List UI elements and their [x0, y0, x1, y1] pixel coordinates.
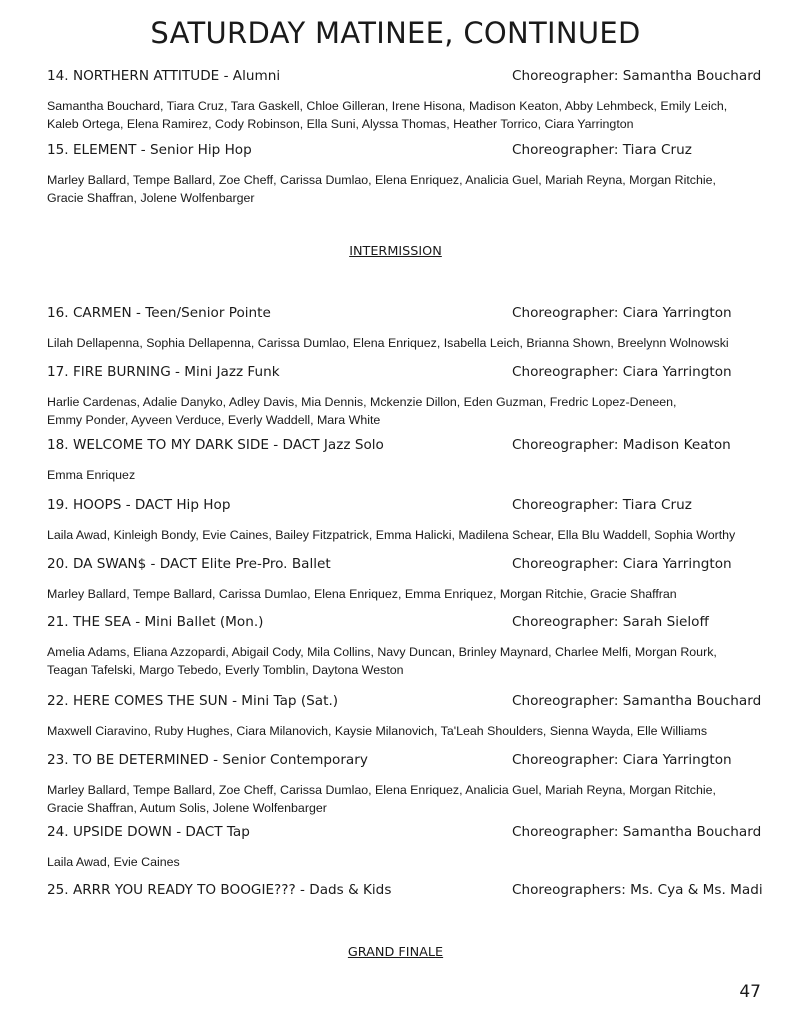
- entry-cast: [47, 722, 767, 740]
- cast-line: Maxwell Ciaravino, Ruby Hughes, Ciara Milanovich, Kaysie Milanovich, Ta'Leah Shoulders, Sienna Wayda, Elle Williams: [47, 724, 708, 738]
- cast-line: Lilah Dellapenna, Sophia Dellapenna, Carissa Dumlao, Elena Enriquez, Isabella Leich, Brianna Shown, Breelynn Wolnowski: [47, 336, 729, 350]
- entry-title: 22. HERE COMES THE SUN - Mini Tap (Sat.): [47, 693, 339, 709]
- entry-title: 18. WELCOME TO MY DARK SIDE - DACT Jazz Solo: [47, 437, 384, 453]
- entry-header: [47, 824, 767, 844]
- entry-title: 21. THE SEA - Mini Ballet (Mon.): [47, 614, 264, 630]
- entry-title: 25. ARRR YOU READY TO BOOGIE??? - Dads & Kids: [47, 882, 392, 898]
- cast-line: Marley Ballard, Tempe Ballard, Zoe Cheff, Carissa Dumlao, Elena Enriquez, Analicia Guel, Mariah Reyna, Morgan Ritchie,: [47, 173, 716, 187]
- entry-header: [47, 364, 767, 384]
- entry-header: [47, 882, 767, 902]
- entry-cast: [47, 585, 767, 603]
- entry-header: [47, 752, 767, 772]
- program-entry: [47, 752, 767, 817]
- program-entry: [47, 437, 767, 484]
- entry-choreographer: Choreographers: Ms. Cya & Ms. Madi: [512, 882, 763, 898]
- cast-line: Marley Ballard, Tempe Ballard, Zoe Cheff, Carissa Dumlao, Elena Enriquez, Analicia Guel, Mariah Reyna, Morgan Ritchie,: [47, 783, 716, 797]
- program-entry: [47, 364, 767, 429]
- entry-title: 23. TO BE DETERMINED - Senior Contemporary: [47, 752, 368, 768]
- program-entry: [47, 693, 767, 740]
- entry-header: [47, 556, 767, 576]
- entry-title: 16. CARMEN - Teen/Senior Pointe: [47, 305, 271, 321]
- entry-choreographer: Choreographer: Ciara Yarrington: [512, 556, 732, 572]
- cast-line: Teagan Tafelski, Margo Tebedo, Everly Tomblin, Daytona Weston: [47, 663, 404, 677]
- entry-choreographer: Choreographer: Tiara Cruz: [512, 497, 692, 513]
- program-entry: [47, 824, 767, 871]
- entry-header: [47, 614, 767, 634]
- cast-line: Emmy Ponder, Ayveen Verduce, Everly Waddell, Mara White: [47, 413, 381, 427]
- entry-choreographer: Choreographer: Ciara Yarrington: [512, 752, 732, 768]
- cast-line: Gracie Shaffran, Autum Solis, Jolene Wolfenbarger: [47, 801, 327, 815]
- cast-line: Marley Ballard, Tempe Ballard, Carissa Dumlao, Elena Enriquez, Emma Enriquez, Morgan Ritchie, Gracie Shaffran: [47, 587, 677, 601]
- intermission-heading: INTERMISSION: [349, 244, 442, 259]
- entry-title: 17. FIRE BURNING - Mini Jazz Funk: [47, 364, 280, 380]
- entry-cast: [47, 171, 767, 207]
- program-entry: [47, 305, 767, 352]
- cast-line: Kaleb Ortega, Elena Ramirez, Cody Robinson, Ella Suni, Alyssa Thomas, Heather Torrico, Ciara Yarrington: [47, 117, 634, 131]
- grand-finale-heading: GRAND FINALE: [347, 945, 444, 960]
- entry-header: [47, 693, 767, 713]
- entry-title: 15. ELEMENT - Senior Hip Hop: [47, 142, 252, 158]
- cast-line: Harlie Cardenas, Adalie Danyko, Adley Davis, Mia Dennis, Mckenzie Dillon, Eden Guzman, Fredric Lopez-Deneen,: [47, 395, 677, 409]
- entry-cast: [47, 643, 767, 679]
- entry-cast: [47, 334, 767, 352]
- program-entry: [47, 882, 767, 902]
- program-entry: [47, 556, 767, 603]
- entry-choreographer: Choreographer: Samantha Bouchard: [512, 68, 762, 84]
- program-entry: [47, 142, 767, 207]
- entry-choreographer: Choreographer: Samantha Bouchard: [512, 824, 762, 840]
- entry-cast: [47, 853, 767, 871]
- entry-title: 24. UPSIDE DOWN - DACT Tap: [47, 824, 250, 840]
- entry-header: [47, 68, 767, 88]
- cast-line: Samantha Bouchard, Tiara Cruz, Tara Gaskell, Chloe Gilleran, Irene Hisona, Madison Keaton, Abby Lehmbeck, Emily Leich,: [47, 99, 728, 113]
- cast-line: Emma Enriquez: [47, 468, 136, 482]
- entry-choreographer: Choreographer: Madison Keaton: [512, 437, 731, 453]
- cast-line: Gracie Shaffran, Jolene Wolfenbarger: [47, 191, 255, 205]
- page-number: 47: [739, 982, 761, 1002]
- entry-header: [47, 497, 767, 517]
- entry-title: 14. NORTHERN ATTITUDE - Alumni: [47, 68, 281, 84]
- entry-choreographer: Choreographer: Sarah Sieloff: [512, 614, 709, 630]
- entry-choreographer: Choreographer: Ciara Yarrington: [512, 364, 732, 380]
- program-entry: [47, 68, 767, 133]
- cast-line: Laila Awad, Kinleigh Bondy, Evie Caines, Bailey Fitzpatrick, Emma Halicki, Madilena Schear, Ella Blu Waddell, Sophia Worthy: [47, 528, 736, 542]
- entry-title: 19. HOOPS - DACT Hip Hop: [47, 497, 231, 513]
- entry-header: [47, 142, 767, 162]
- entry-cast: [47, 466, 767, 484]
- entry-choreographer: Choreographer: Samantha Bouchard: [512, 693, 762, 709]
- cast-line: Laila Awad, Evie Caines: [47, 855, 180, 869]
- entry-cast: [47, 393, 767, 429]
- entry-cast: [47, 781, 767, 817]
- entry-cast: [47, 97, 767, 133]
- page-title: SATURDAY MATINEE, CONTINUED: [150, 16, 641, 50]
- entry-header: [47, 305, 767, 325]
- entry-title: 20. DA SWAN$ - DACT Elite Pre-Pro. Ballet: [47, 556, 331, 572]
- program-entry: [47, 497, 767, 544]
- program-entry: [47, 614, 767, 679]
- entry-header: [47, 437, 767, 457]
- cast-line: Amelia Adams, Eliana Azzopardi, Abigail Cody, Mila Collins, Navy Duncan, Brinley Maynard, Charlee Melfi, Morgan Rourk,: [47, 645, 717, 659]
- entry-choreographer: Choreographer: Tiara Cruz: [512, 142, 692, 158]
- entry-cast: [47, 526, 767, 544]
- entry-choreographer: Choreographer: Ciara Yarrington: [512, 305, 732, 321]
